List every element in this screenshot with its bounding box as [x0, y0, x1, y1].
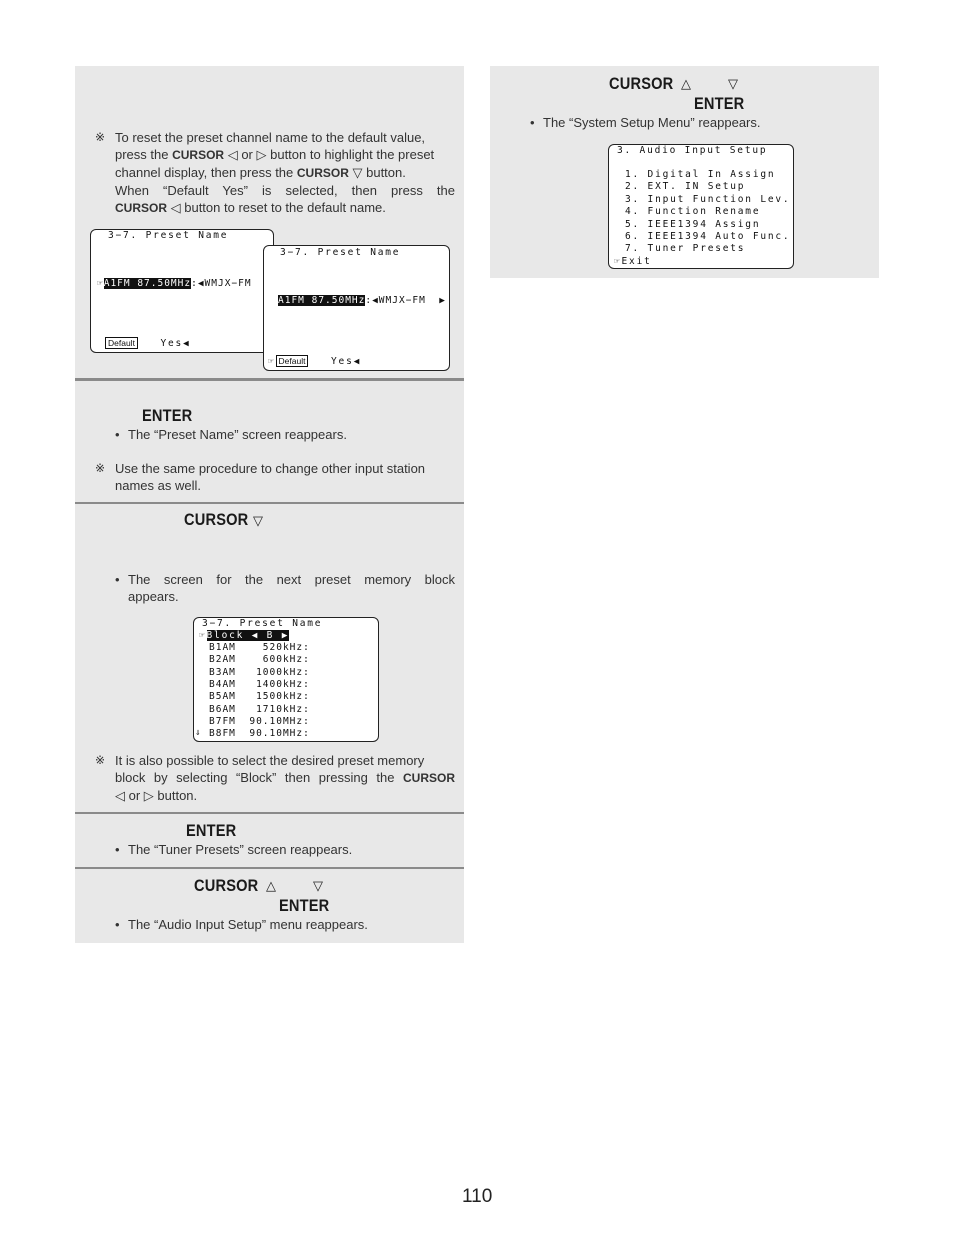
- menu-item: 5. IEEE1394 Assign: [625, 218, 761, 230]
- preset-channel: B1AM: [209, 642, 236, 653]
- menu-item: 4. Function Rename: [625, 206, 761, 218]
- note-reset-default: To reset the preset channel name to the default value, press the CURSOR ◁ or ▷ button to highlight the preset channel display, then press the CURSOR ▽ button. When “Default Yes” is selected, then press the CURSOR ◁ button to reset to the default name.: [115, 130, 455, 215]
- bullet-mark: •: [115, 917, 120, 932]
- bullet-mark: •: [115, 842, 120, 857]
- default-label: Default: [276, 355, 309, 367]
- preset-frequency: 520kHz:: [249, 642, 310, 653]
- preset-channel: B6AM: [209, 703, 236, 715]
- enter-heading-right: ENTER: [694, 94, 745, 113]
- bullet-mark: •: [115, 427, 120, 442]
- enter-heading-2: ENTER: [186, 821, 237, 840]
- screen-title: 3−7. Preset Name: [280, 247, 401, 258]
- down-arrow-icon: ▽: [728, 76, 738, 91]
- system-setup-result: The “System Setup Menu” reappears.: [543, 115, 761, 130]
- preset-frequency: 1400kHz:: [249, 678, 310, 690]
- osd-screen-preset-name-2: [263, 245, 450, 371]
- next-block-result: The screen for the next preset memory block appears.: [128, 572, 455, 604]
- preset-field: A1FM 87.50MHz: [103, 278, 192, 289]
- note-block-select: It is also possible to select the desired preset memory block by selecting “Block” then pressing the CURSOR ◁ or ▷ button.: [115, 753, 455, 803]
- bullet-mark: •: [115, 572, 120, 587]
- preset-value: :◀WMJX−FM: [191, 278, 252, 289]
- osd-screen-preset-name-1: [90, 229, 274, 353]
- screen-title: 3. Audio Input Setup: [617, 145, 768, 156]
- down-arrow-icon: ▽: [313, 878, 323, 893]
- preset-row: [209, 667, 310, 678]
- osd-screen-block: [193, 617, 379, 742]
- note-mark: ※: [95, 753, 106, 767]
- up-arrow-icon: △: [681, 76, 691, 91]
- osd-screen-audio-input-setup: [608, 144, 794, 269]
- note-other-stations: Use the same procedure to change other input station names as well.: [115, 461, 426, 493]
- menu-item: 3. Input Function Lev.: [625, 193, 791, 205]
- menu-item: 2. EXT. IN Setup: [625, 181, 746, 193]
- yes-option: Yes◀: [331, 356, 362, 367]
- menu-item: 1. Digital In Assign: [625, 169, 776, 180]
- menu-item: 7. Tuner Presets: [625, 243, 746, 255]
- down-arrow-icon: ▽: [253, 513, 263, 528]
- up-arrow-icon: △: [266, 878, 276, 893]
- preset-row: [209, 654, 310, 665]
- preset-frequency: 600kHz:: [249, 654, 310, 666]
- block-selector: Block ◀ B ▶: [206, 630, 290, 641]
- note-mark: ※: [95, 130, 106, 144]
- pointer-icon: ☞: [199, 630, 207, 641]
- yes-option: Yes◀: [160, 338, 191, 349]
- preset-row: [209, 691, 310, 702]
- pointer-icon: ☞: [614, 256, 622, 267]
- preset-frequency: 1710kHz:: [249, 703, 310, 715]
- preset-value: :◀WMJX−FM ▶: [365, 295, 446, 306]
- default-label: Default: [105, 337, 138, 349]
- preset-row: [209, 679, 310, 690]
- preset-channel: B5AM: [209, 691, 236, 703]
- tuner-presets-result: The “Tuner Presets” screen reappears.: [128, 842, 353, 857]
- bullet-mark: •: [530, 115, 535, 130]
- menu-item: 6. IEEE1394 Auto Func.: [625, 231, 791, 242]
- preset-row: [209, 704, 310, 715]
- note-mark: ※: [95, 461, 106, 475]
- screen-title: 3−7. Preset Name: [202, 618, 323, 629]
- cursor-heading-right: CURSOR: [609, 74, 674, 93]
- preset-row: [209, 642, 310, 653]
- preset-row: [209, 728, 310, 739]
- enter-result: The “Preset Name” screen reappears.: [128, 427, 347, 442]
- exit-item: Exit: [621, 256, 652, 267]
- enter-heading: ENTER: [142, 406, 193, 425]
- enter-heading-final: ENTER: [279, 896, 330, 915]
- pointer-icon: ☞: [97, 278, 104, 289]
- scroll-down-icon: ⇓: [195, 727, 203, 738]
- preset-channel: B2AM: [209, 654, 236, 666]
- cursor-heading-final: CURSOR: [194, 876, 259, 895]
- preset-channel: B8FM: [209, 728, 236, 740]
- preset-frequency: 1000kHz:: [249, 666, 310, 678]
- preset-frequency: 1500kHz:: [249, 691, 310, 703]
- page-number: 110: [462, 1186, 493, 1207]
- audio-input-result: The “Audio Input Setup” menu reappears.: [128, 917, 368, 932]
- pointer-icon: ☞: [268, 356, 276, 367]
- preset-field: A1FM 87.50MHz: [278, 295, 366, 306]
- preset-frequency: 90.10MHz:: [249, 728, 310, 740]
- preset-channel: B3AM: [209, 666, 236, 678]
- cursor-heading: CURSOR: [184, 510, 249, 529]
- preset-channel: B4AM: [209, 678, 236, 690]
- preset-frequency: 90.10MHz:: [249, 715, 310, 727]
- screen-title: 3−7. Preset Name: [108, 230, 229, 241]
- preset-channel: B7FM: [209, 715, 236, 727]
- preset-row: [209, 716, 310, 727]
